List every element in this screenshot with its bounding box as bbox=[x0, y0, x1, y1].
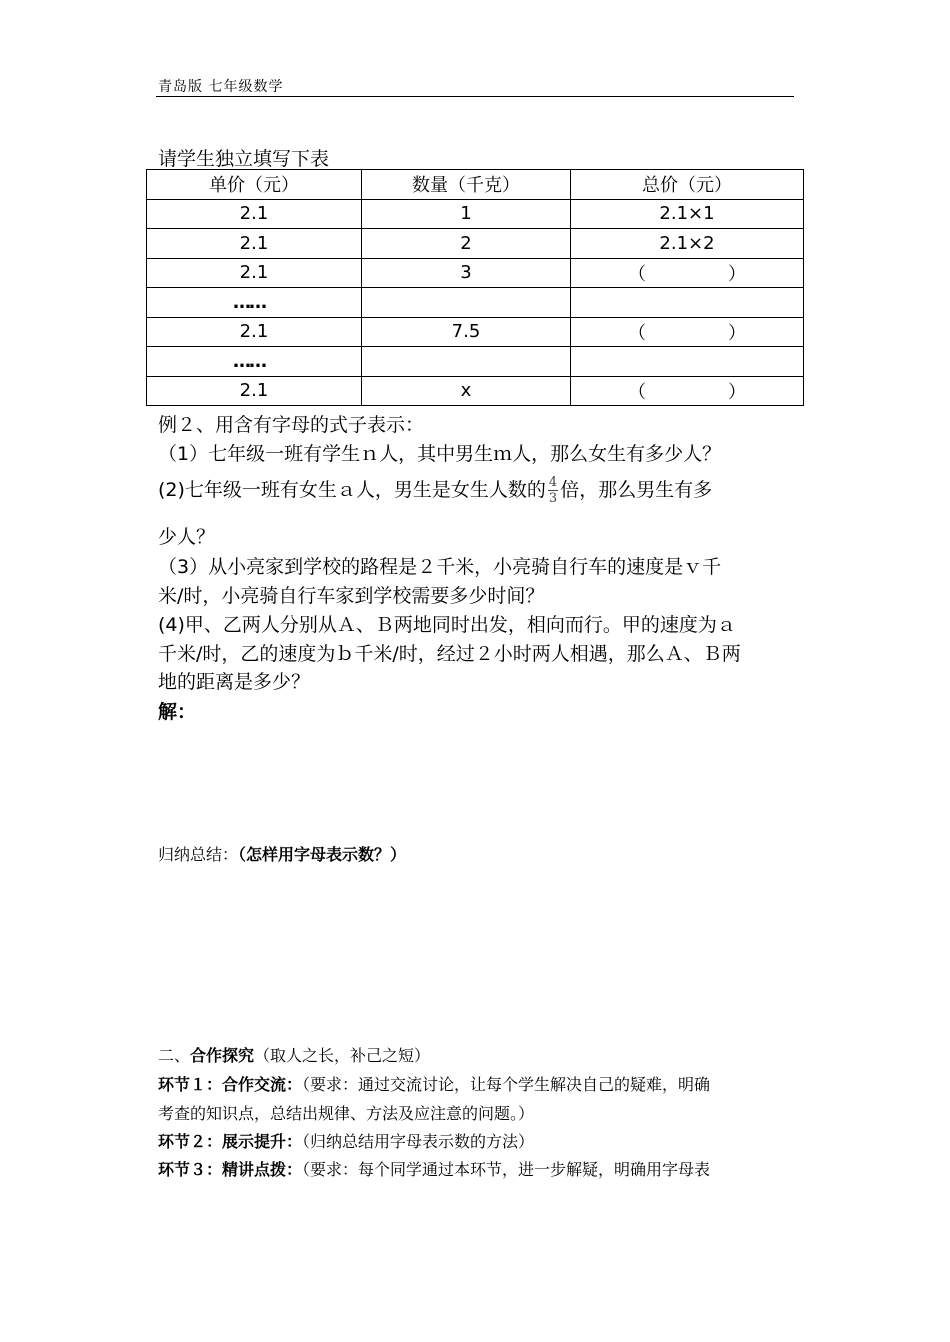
fraction-four-thirds: $\frac{4}{3}$ bbox=[548, 475, 558, 506]
step-3-line bbox=[158, 1157, 710, 1180]
ellipsis-cell: …… bbox=[147, 288, 362, 318]
table-row bbox=[147, 376, 804, 406]
table-header-row bbox=[147, 170, 804, 200]
question-3-line-1: （3）从小亮家到学校的路程是２千米，小亮骑自行车的速度是ｖ千 bbox=[158, 556, 722, 578]
question-3-line-2: 米/时，小亮骑自行车家到学校需要多少时间？ bbox=[158, 585, 545, 607]
step-3-label: 环节３：精讲点拨： bbox=[158, 1160, 303, 1179]
page-header: 青岛版 七年级数学 bbox=[158, 79, 284, 95]
table-cell bbox=[362, 347, 571, 377]
question-4-line-3: 地的距离是多少？ bbox=[158, 671, 311, 693]
table-row bbox=[147, 347, 804, 377]
step-1-line bbox=[158, 1072, 710, 1095]
table-cell: 2.1×2 bbox=[571, 229, 804, 259]
table-cell: 2.1 bbox=[147, 258, 362, 288]
table-cell bbox=[571, 347, 804, 377]
section-2-subtitle: （取人之长，补己之短） bbox=[254, 1046, 431, 1065]
table-row bbox=[147, 229, 804, 259]
table-cell-blank bbox=[571, 258, 804, 288]
table-cell: 2.1 bbox=[147, 317, 362, 347]
table-row bbox=[147, 258, 804, 288]
table-cell: 2.1 bbox=[147, 376, 362, 406]
ellipsis-cell: …… bbox=[147, 347, 362, 377]
table-cell bbox=[571, 288, 804, 318]
table-row bbox=[147, 288, 804, 318]
summary-label: 归纳总结： bbox=[158, 845, 239, 864]
section-2-title: 合作探究 bbox=[190, 1046, 255, 1065]
summary-question: （怎样用字母表示数？） bbox=[238, 845, 407, 864]
question-4-line-1: (4)甲、乙两人分别从Ａ、Ｂ两地同时出发，相向而行。甲的速度为ａ bbox=[158, 614, 736, 636]
question-1: （1）七年级一班有学生ｎ人，其中男生ｍ人，那么女生有多少人？ bbox=[158, 443, 722, 465]
step-2-label: 环节２：展示提升： bbox=[158, 1132, 303, 1151]
header-quantity: 数量（千克） bbox=[362, 170, 571, 200]
solution-label: 解： bbox=[158, 701, 197, 723]
step-1-label: 环节１：合作交流： bbox=[158, 1075, 303, 1094]
question-2-continued: 少人？ bbox=[158, 526, 216, 548]
table-cell bbox=[362, 288, 571, 318]
header-total-price: 总价（元） bbox=[571, 170, 804, 200]
table-cell: 7.5 bbox=[362, 317, 571, 347]
table-cell: 2.1 bbox=[147, 199, 362, 229]
table-cell-blank bbox=[571, 317, 804, 347]
table-cell: 2 bbox=[362, 229, 571, 259]
table-intro: 请学生独立填写下表 bbox=[158, 148, 330, 170]
summary-line bbox=[158, 842, 406, 865]
question-2: (2)七年级一班有女生ａ人，男生是女生人数的 $\frac{4}{3}$ 倍，那么男生有多 bbox=[158, 475, 713, 506]
table-row bbox=[147, 199, 804, 229]
header-unit-price: 单价（元） bbox=[147, 170, 362, 200]
price-table bbox=[146, 169, 804, 406]
step-1-text: （要求：通过交流讨论，让每个学生解决自己的疑难，明确 bbox=[302, 1075, 711, 1094]
answer-blank: （ ） bbox=[628, 263, 746, 285]
example-title: 例２、用含有字母的式子表示： bbox=[158, 414, 425, 436]
step-3-text: （要求：每个同学通过本环节，进一步解疑，明确用字母表 bbox=[302, 1160, 711, 1179]
step-1-continued: 考查的知识点，总结出规律、方法及应注意的问题。） bbox=[158, 1104, 535, 1123]
table-cell: 3 bbox=[362, 258, 571, 288]
header-rule bbox=[156, 96, 794, 97]
table-cell: 2.1 bbox=[147, 229, 362, 259]
answer-blank: （ ） bbox=[628, 381, 746, 403]
question-4-line-2: 千米/时，乙的速度为ｂ千米/时，经过２小时两人相遇，那么Ａ、Ｂ两 bbox=[158, 643, 741, 665]
section-2-heading: 二、合作探究（取人之长，补己之短） bbox=[158, 1046, 431, 1065]
answer-blank: （ ） bbox=[628, 322, 746, 344]
table-cell-blank bbox=[571, 376, 804, 406]
table-row bbox=[147, 317, 804, 347]
table-cell: x bbox=[362, 376, 571, 406]
step-2-text: （归纳总结用字母表示数的方法） bbox=[302, 1132, 535, 1151]
table-cell: 2.1×1 bbox=[571, 199, 804, 229]
step-2-line bbox=[158, 1129, 534, 1152]
table-cell: 1 bbox=[362, 199, 571, 229]
